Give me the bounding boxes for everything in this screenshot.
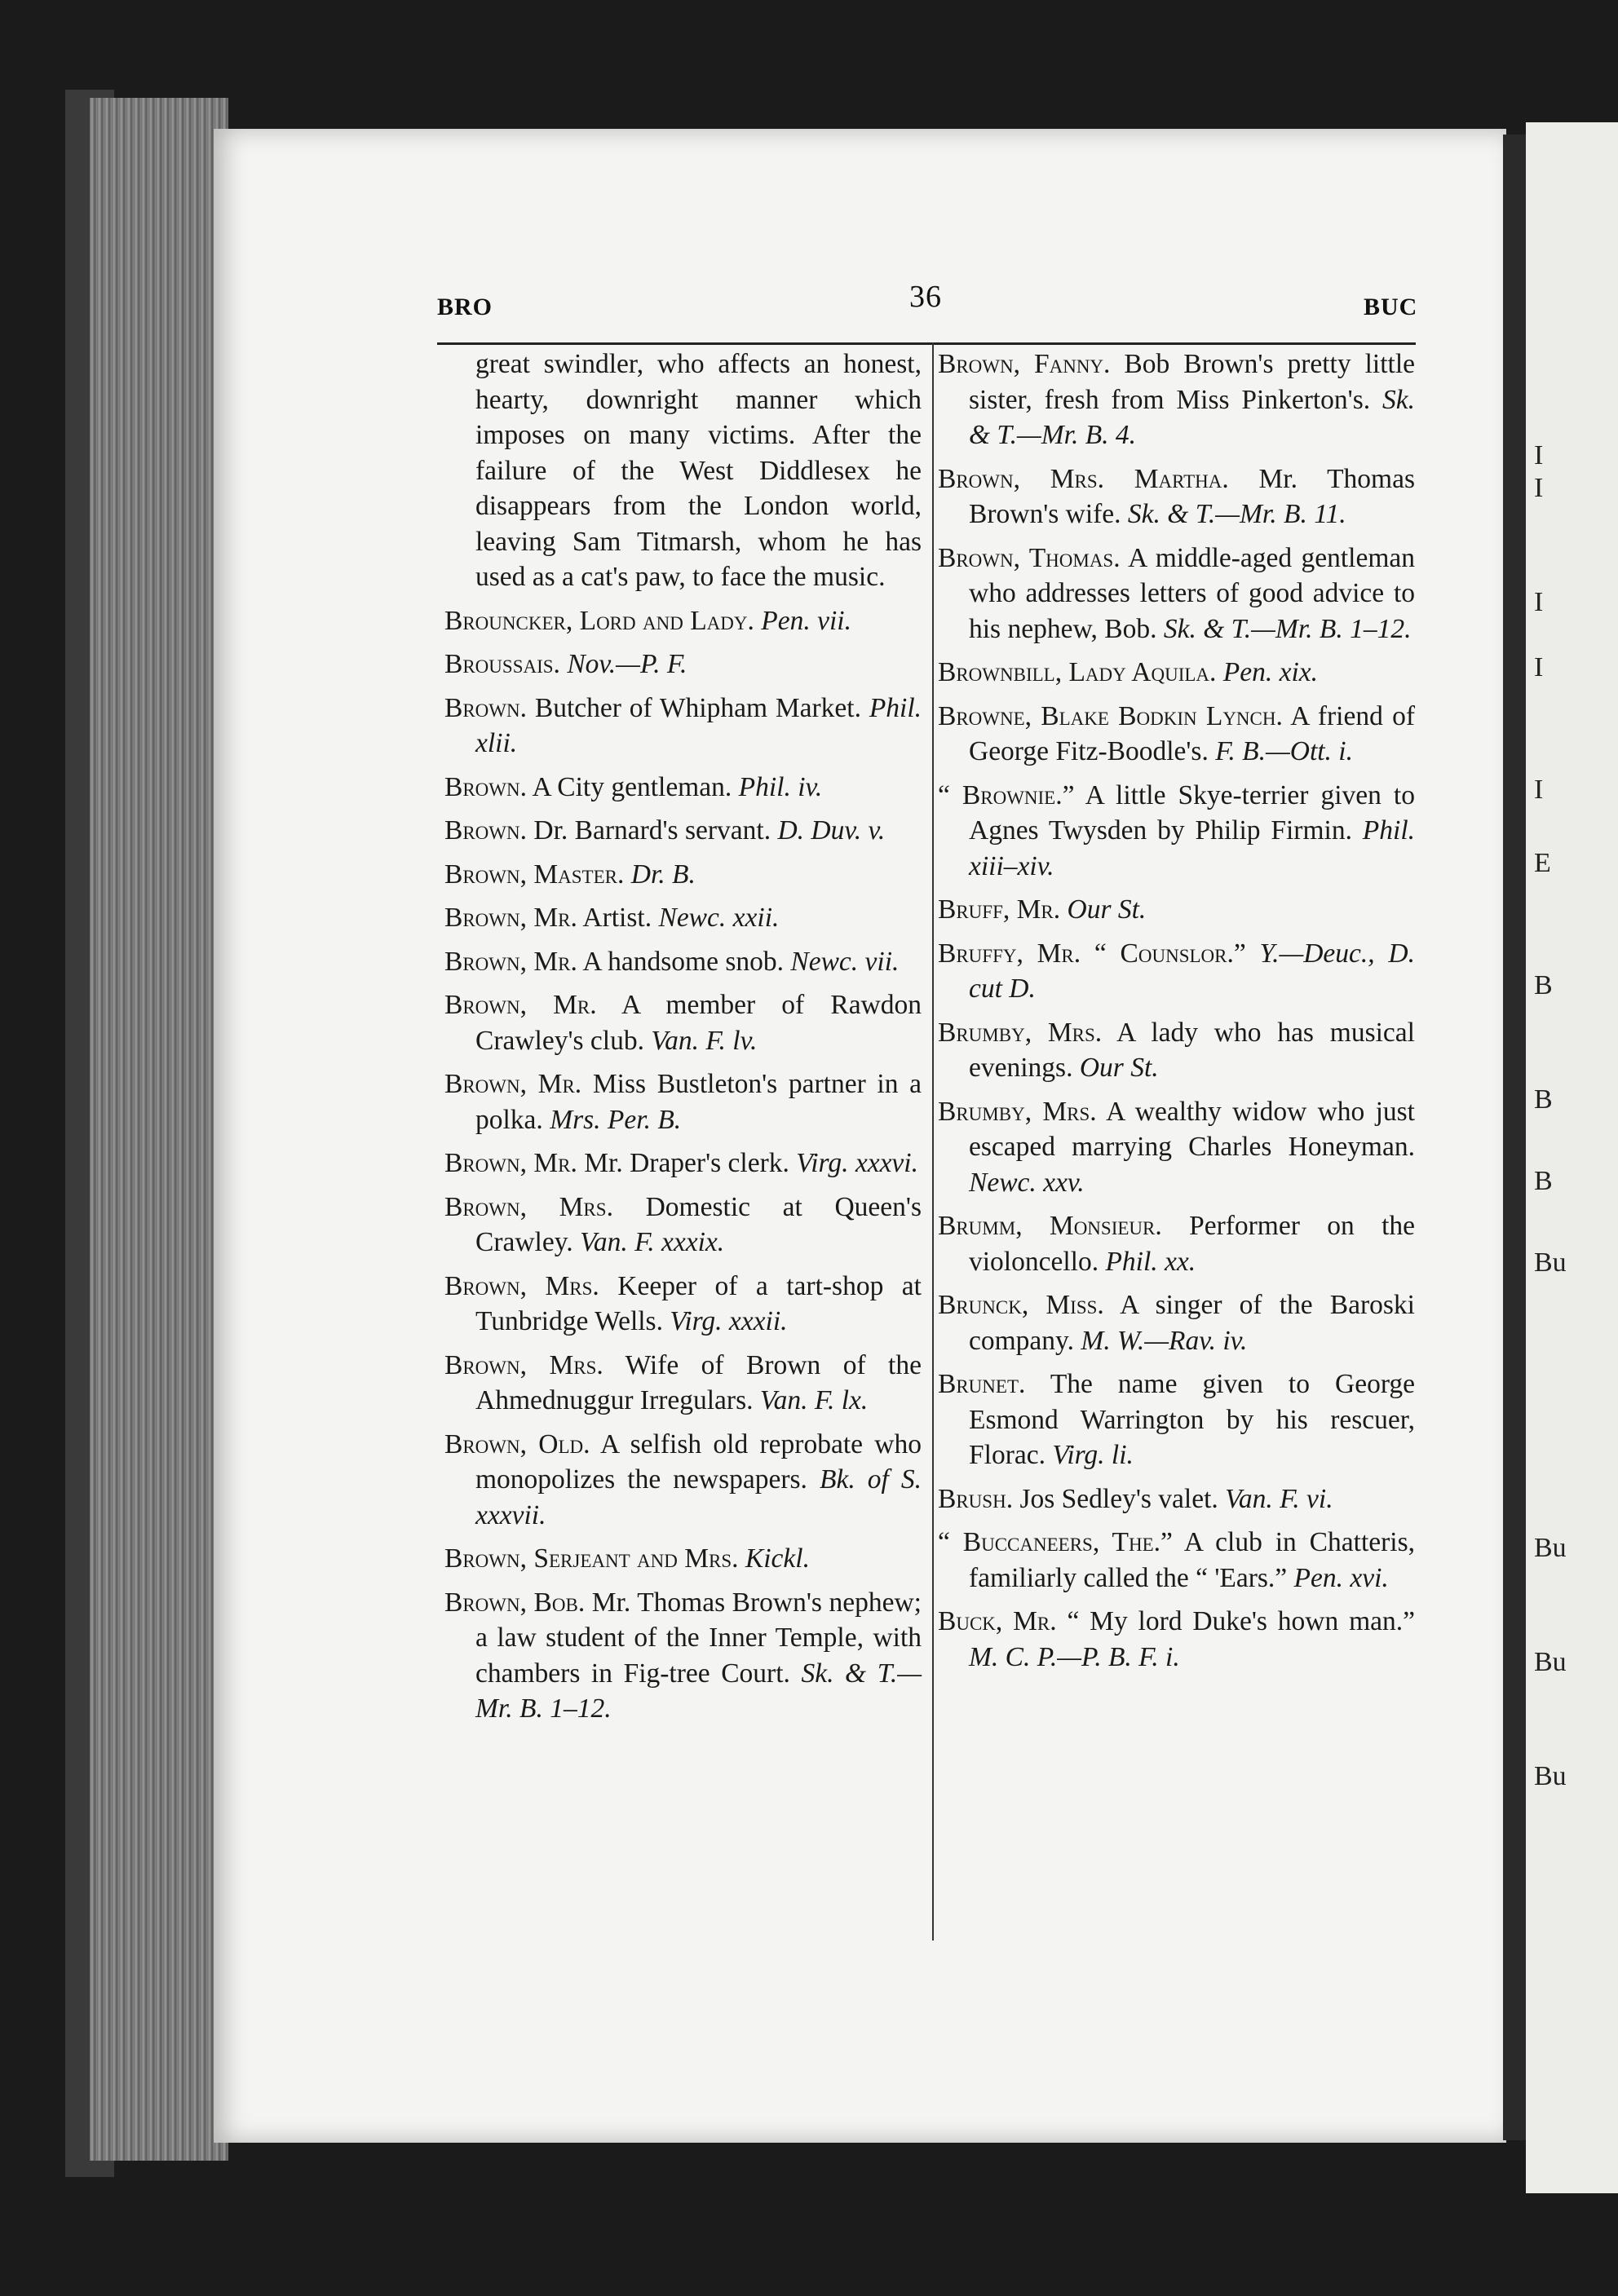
entry-reference: Van. F. lv. <box>651 1025 758 1056</box>
running-head-right: BUC <box>1364 294 1418 320</box>
next-page-fragment: Bu <box>1534 1761 1567 1791</box>
entry-heading: Brunet. <box>938 1369 1026 1399</box>
entry-description: The name given to George Esmond Warrington by his rescuer, Florac. <box>969 1369 1415 1470</box>
entry-description: A singer of the Baroski company. <box>969 1290 1415 1356</box>
next-page-fragment: B <box>1534 970 1553 1000</box>
entry-reference: Virg. xxxii. <box>670 1306 788 1336</box>
entry-description: Mr. Thomas Brown's wife. <box>969 463 1416 529</box>
entry-reference: Phil. xx. <box>1105 1246 1196 1277</box>
index-entry <box>938 1287 1415 1358</box>
entry-reference: Bk. of S. xxxvii. <box>475 1464 922 1530</box>
entry-reference: Virg. xxxvi. <box>796 1148 918 1178</box>
index-entry <box>444 603 922 639</box>
index-entry <box>938 699 1415 770</box>
entry-description: A friend of George Fitz-Boodle's. <box>969 700 1415 766</box>
index-entry <box>444 770 922 806</box>
index-entry <box>444 1269 922 1340</box>
entry-description: A wealthy widow who just escaped marrying Charles Honeyman. <box>969 1096 1415 1162</box>
index-entry <box>938 461 1415 532</box>
entry-reference: D. Duv. v. <box>777 815 886 846</box>
entry-description: Bob Brown's pretty little sister, fresh from Miss Pinkerton's. <box>969 349 1416 415</box>
index-entry <box>444 647 922 682</box>
entry-description: Mr. Thomas Brown's nephew; a law student of the Inner Temple, with chambers in Fig-tree Court. <box>475 1587 922 1689</box>
entry-heading: Brown, Mrs. <box>444 1349 603 1380</box>
entry-heading: Buck, Mr. <box>938 1606 1057 1636</box>
next-page-fragment: I <box>1534 775 1544 805</box>
entry-heading: Brown, Mr. <box>444 1069 582 1099</box>
entry-description: Keeper of a tart-shop at Tunbridge Wells. <box>475 1270 922 1336</box>
index-entry <box>444 1541 922 1577</box>
entry-description: Butcher of Whipham Market. <box>534 692 861 723</box>
entry-heading: Brown. <box>444 692 527 723</box>
entry-reference: Van. F. lx. <box>759 1385 869 1415</box>
entry-reference: Sk. & T.—Mr. B. 11. <box>1127 499 1346 529</box>
entry-reference: Virg. li. <box>1052 1440 1134 1470</box>
entry-reference: Y.—Deuc., D. cut D. <box>969 938 1415 1004</box>
entry-reference: Dr. B. <box>630 859 696 890</box>
index-entry <box>444 1585 922 1727</box>
entry-heading: “ Buccaneers, The.” <box>938 1527 1173 1557</box>
index-entry <box>938 1367 1415 1473</box>
entry-reference: Sk. & T.—Mr. B. 4. <box>969 384 1415 450</box>
entry-description: A little Skye-terrier given to Agnes Twysden by Philip Firmin. <box>969 779 1415 846</box>
entry-heading: Brown, Thomas. <box>938 542 1121 573</box>
index-entry <box>444 987 922 1058</box>
entry-reference: Van. F. vi. <box>1225 1483 1333 1514</box>
book-gutter <box>1503 135 1526 2140</box>
entry-heading: Brunck, Miss. <box>938 1290 1104 1320</box>
entry-reference: Pen. vii. <box>761 605 851 636</box>
index-entry <box>938 1604 1415 1675</box>
next-page-fragment: I <box>1534 473 1544 503</box>
next-page-fragment: Bu <box>1534 1533 1567 1563</box>
next-page-fragment: I <box>1534 587 1544 617</box>
next-page-fragment: Bu <box>1534 1247 1567 1278</box>
index-entry <box>444 944 922 980</box>
entry-description: Mr. Draper's clerk. <box>584 1148 789 1178</box>
page-edges <box>90 98 228 2161</box>
entry-description: Dr. Barnard's servant. <box>533 815 771 846</box>
entry-reference: Phil. xlii. <box>475 692 922 758</box>
entry-reference: Nov.—P. F. <box>567 649 687 679</box>
entry-heading: Bruff, Mr. <box>938 894 1061 925</box>
entry-reference: Sk. & T.—Mr. B. 1–12. <box>475 1658 922 1724</box>
entry-heading: Brown, Master. <box>444 859 625 890</box>
next-page-fragment: E <box>1534 848 1551 878</box>
entry-reference: Newc. vii. <box>790 946 900 977</box>
entry-reference: Kickl. <box>745 1543 810 1574</box>
entry-heading: Brown. <box>444 771 527 802</box>
entry-heading: Brown, Bob. <box>444 1587 586 1618</box>
entry-reference: Newc. xxv. <box>969 1167 1085 1198</box>
index-entry <box>938 347 1415 453</box>
entry-heading: Brown, Mr. <box>444 946 577 977</box>
entry-heading: Brown, Mr. <box>444 903 577 933</box>
entry-reference: Sk. & T.—Mr. B. 1–12. <box>1163 613 1412 644</box>
index-entry <box>938 778 1415 885</box>
entry-reference: Van. F. xxxix. <box>580 1227 725 1257</box>
index-entry <box>444 691 922 762</box>
right-column <box>938 347 1415 1683</box>
index-entry <box>938 1015 1415 1086</box>
next-page-fragment: B <box>1534 1166 1553 1196</box>
header-rule <box>437 342 1416 345</box>
running-head-left: BRO <box>437 294 493 320</box>
entry-reference: Newc. xxii. <box>658 903 780 933</box>
index-entry <box>938 1481 1415 1517</box>
entry-heading: Brouncker, Lord and Lady. <box>444 605 754 636</box>
entry-reference: Phil. xiii–xiv. <box>969 815 1415 881</box>
index-entry <box>938 892 1415 928</box>
entry-heading: Brown. <box>444 815 527 846</box>
entry-reference: M. W.—Rav. iv. <box>1081 1325 1248 1356</box>
entry-description: A selfish old reprobate who monopolizes the newspapers. <box>475 1428 922 1495</box>
entry-heading: “ Brownie.” <box>938 779 1075 810</box>
entry-reference: M. C. P.—P. B. F. i. <box>969 1641 1180 1672</box>
entry-heading: Brown, Serjeant and Mrs. <box>444 1543 739 1574</box>
entry-reference: F. B.—Ott. i. <box>1215 736 1353 766</box>
entry-description: A member of Rawdon Crawley's club. <box>475 990 922 1056</box>
index-entry <box>444 813 922 849</box>
index-entry <box>444 857 922 893</box>
index-entry <box>938 1094 1415 1201</box>
index-entry <box>938 541 1415 647</box>
entry-description: Performer on the violoncello. <box>969 1211 1415 1277</box>
index-entry <box>444 347 922 595</box>
entry-description: A club in Chatteris, familiarly called the “ 'Ears.” <box>969 1527 1415 1593</box>
entry-heading: Bruffy, Mr. “ Counslor.” <box>938 938 1246 969</box>
next-page-fragment: Bu <box>1534 1647 1567 1677</box>
entry-reference: Phil. iv. <box>738 771 823 802</box>
entry-heading: Brownbill, Lady Aquila. <box>938 657 1217 687</box>
index-entry <box>444 1427 922 1534</box>
index-entry <box>444 1146 922 1181</box>
next-page-fragment: I <box>1534 440 1544 470</box>
entry-description: A handsome snob. <box>582 946 784 977</box>
index-entry <box>938 936 1415 1007</box>
entry-reference: Pen. xix. <box>1222 657 1319 687</box>
entry-heading: Brown, Mrs. Martha. <box>938 463 1229 494</box>
entry-heading: Brumby, Mrs. <box>938 1096 1097 1127</box>
entry-description: A City gentleman. <box>532 771 732 802</box>
entry-description: Domestic at Queen's Crawley. <box>475 1191 922 1257</box>
entry-description: A middle-aged gentleman who addresses letters of good advice to his nephew, Bob. <box>969 542 1416 644</box>
entry-reference: Our St. <box>1079 1053 1159 1083</box>
entry-heading: Brown, Old. <box>444 1428 590 1459</box>
entry-heading: Brush. <box>938 1483 1014 1514</box>
index-entry <box>938 1208 1415 1279</box>
next-page-fragment: I <box>1534 652 1544 682</box>
entry-description: Jos Sedley's valet. <box>1019 1483 1218 1514</box>
entry-description: Miss Bustleton's partner in a polka. <box>475 1069 922 1135</box>
index-entry <box>444 900 922 936</box>
next-page-fragment: B <box>1534 1084 1553 1115</box>
entry-heading: Broussais. <box>444 649 560 679</box>
index-entry <box>444 1066 922 1137</box>
next-page-edge <box>1526 122 1618 2193</box>
index-entry <box>444 1348 922 1419</box>
entry-reference: Pen. xvi. <box>1293 1562 1389 1593</box>
entry-heading: Brown, Mrs. <box>444 1270 599 1301</box>
entry-heading: Brumm, Monsieur. <box>938 1211 1162 1241</box>
entry-reference: Our St. <box>1067 894 1147 925</box>
entry-description: Artist. <box>582 903 652 933</box>
entry-reference: Mrs. Per. B. <box>550 1104 682 1135</box>
entry-heading: Brown, Mrs. <box>444 1191 613 1222</box>
entry-description: great swindler, who affects an honest, hearty, downright manner which imposes on many victims. After the failure of the West Diddlesex he disappears from the London world, leaving Sam Titmarsh, whom he has used as a cat's paw, to face the music. <box>475 349 922 592</box>
entry-heading: Brown, Mr. <box>444 1148 577 1178</box>
entry-heading: Brown, Mr. <box>444 990 597 1020</box>
column-rule <box>932 342 934 1941</box>
entry-description: Wife of Brown of the Ahmednuggur Irregulars. <box>475 1349 922 1415</box>
left-column <box>444 347 922 1735</box>
index-entry <box>938 655 1415 691</box>
index-entry <box>938 1525 1415 1596</box>
entry-heading: Browne, Blake Bodkin Lynch. <box>938 700 1283 731</box>
entry-heading: Brumby, Mrs. <box>938 1017 1103 1048</box>
page-number: 36 <box>909 280 942 314</box>
entry-description: “ My lord Duke's hown man.” <box>1067 1606 1415 1636</box>
entry-heading: Brown, Fanny. <box>938 349 1111 379</box>
entry-description: A lady who has musical evenings. <box>969 1017 1415 1083</box>
index-entry <box>444 1190 922 1261</box>
